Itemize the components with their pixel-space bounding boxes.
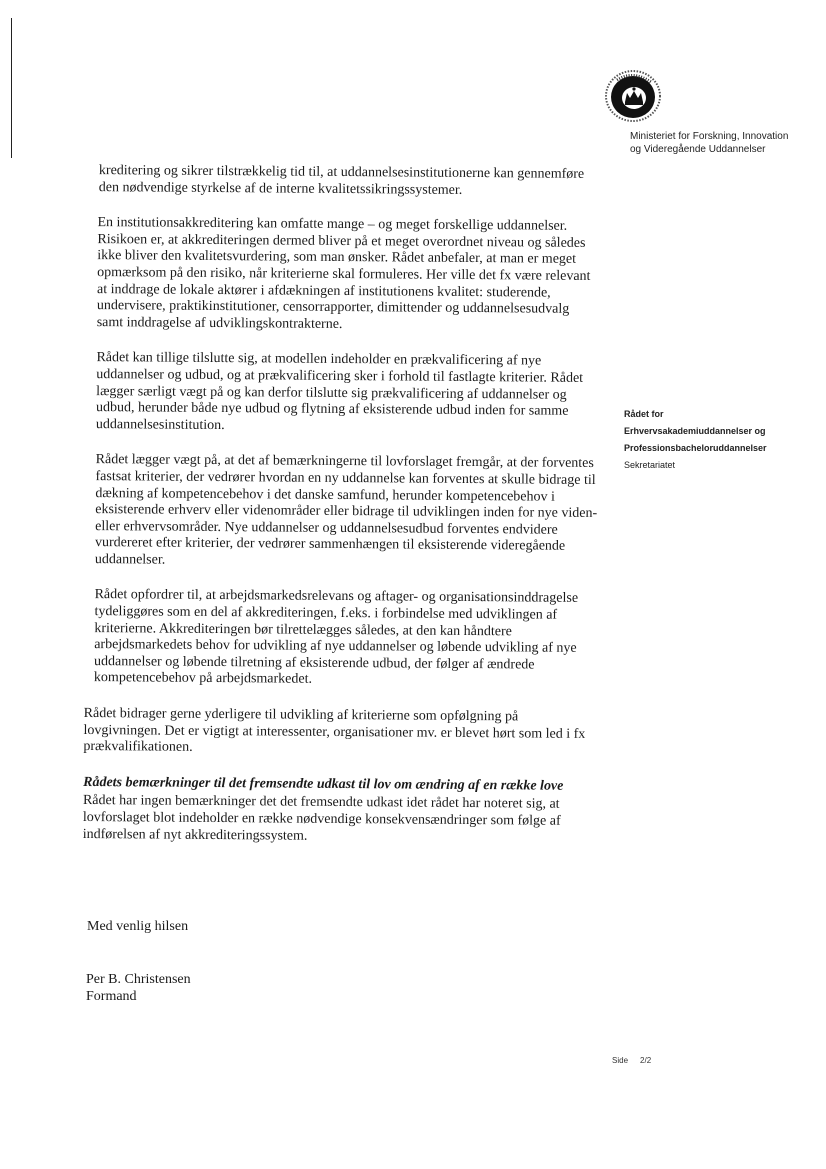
ministry-line-1: Ministeriet for Forskning, Innovation bbox=[630, 131, 789, 142]
paragraph-3: Rådet kan tillige tilslutte sig, at modellen indeholder en prækvalificering af nye uddannelser og udbud, og at prækvalificering sker i forhold til fastlagte kriterier. Rådet lægger særligt vægt på og kan derfor tilslutte sig prækvalificering af uddannelser og udbud, herunder både nye udbud og flytning af eksisterende udbud inden for samme uddannelsesinstitution. bbox=[95, 350, 584, 433]
ministry-name bbox=[630, 130, 820, 156]
paragraph-4: Rådet lægger vægt på, at det af bemærkningerne til lovforslaget fremgår, at der forventes fastsat kriterier, der vedrører hvordan en ny uddannelse kan forventes at skulle bidrage til dækning af kompetencebehov i det danske samfund, herunder kompetencebehov i eksisterende erhverv eller videnområder eller bidrage til udviklingen inden for nye viden- eller erhvervsområder. Nye uddannelser og uddannelsesudbud forventes endvidere vurdereret efter kriterier, der vedrører sammenhængen til eksisterende videregående uddannelser. bbox=[94, 452, 598, 568]
paragraph-2: En institutionsakkreditering kan omfatte mange – og meget forskellige uddannelser. Risikoen er, at akkrediteringen dermed bliver på et meget overordnet niveau og således ikke bliver den kvalitetsvurdering, som man ønsker. Rådet anbefaler, at man er meget opmærksom på den risiko, når kriterierne skal formuleres. Her ville det fx være relevant at inddrage de lokale aktører i afdækningen af institutionens kvalitet: studerende, undervisere, praktikinstitutioner, censorrapporter, dimittender og uddannelsesudvalg samt inddragelse af udviklingskontrakterne. bbox=[96, 215, 591, 332]
closing-greeting: Med venlig hilsen bbox=[87, 919, 189, 934]
ministry-line-2: og Videregående Uddannelser bbox=[630, 144, 766, 155]
council-line-1: Rådet for bbox=[624, 409, 664, 419]
signatory-title: Formand bbox=[86, 989, 137, 1004]
letter-body bbox=[83, 163, 600, 866]
council-line-3: Professionsbacheloruddannelser bbox=[624, 443, 767, 453]
page-label: Side bbox=[612, 1056, 629, 1065]
page-number bbox=[612, 1056, 651, 1065]
paragraph-6: Rådet bidrager gerne yderligere til udvikling af kriterierne som opfølgning på lovgivningen. Det er vigtigt at interessenter, organisationer mv. er blevet hørt som led i fx prækvalifikationen. bbox=[83, 706, 586, 756]
council-line-2: Erhvervsakademiuddannelser og bbox=[624, 426, 766, 436]
scan-edge-line bbox=[11, 18, 12, 158]
paragraph-7: Rådet har ingen bemærkninger det det fremsendte udkast idet rådet har noteret sig, at lovforslaget blot indeholder en række nødvendige konsekvensændringer som følge af indførelsen af nyt akkrediteringssystem. bbox=[82, 793, 561, 844]
council-secretariat: Sekretariatet bbox=[624, 460, 676, 470]
signature-block bbox=[86, 971, 191, 1005]
paragraph-5: Rådet opfordrer til, at arbejdsmarkedsrelevans og aftager- og organisationsinddragelse tydeliggøres som en del af akkrediteringen, f.eks. i forbindelse med udviklingen af kriterierne. Akkrediteringen bør tilrettelægges således, at den kan håndtere arbejdsmarkedets behov for udvikling af nye uddannelser og løbende udvikling af nye uddannelser og løbende tilretning af eksisterende udbud, der følger af ændrede kompetencebehov på arbejdsmarkedet. bbox=[93, 587, 579, 688]
section-heading: Rådets bemærkninger til det fremsendte udkast til lov om ændring af en række love bbox=[83, 774, 564, 794]
page-count: 2/2 bbox=[640, 1056, 652, 1065]
ministry-crown-logo bbox=[603, 68, 663, 124]
signatory-name: Per B. Christensen bbox=[86, 972, 191, 987]
council-info bbox=[624, 406, 819, 474]
paragraph-1: kreditering og sikrer tilstrækkelig tid til, at uddannelsesinstitutionerne kan gennemføre den nødvendige styrkelse af de interne kvalitetssikringssystemer. bbox=[98, 163, 585, 198]
